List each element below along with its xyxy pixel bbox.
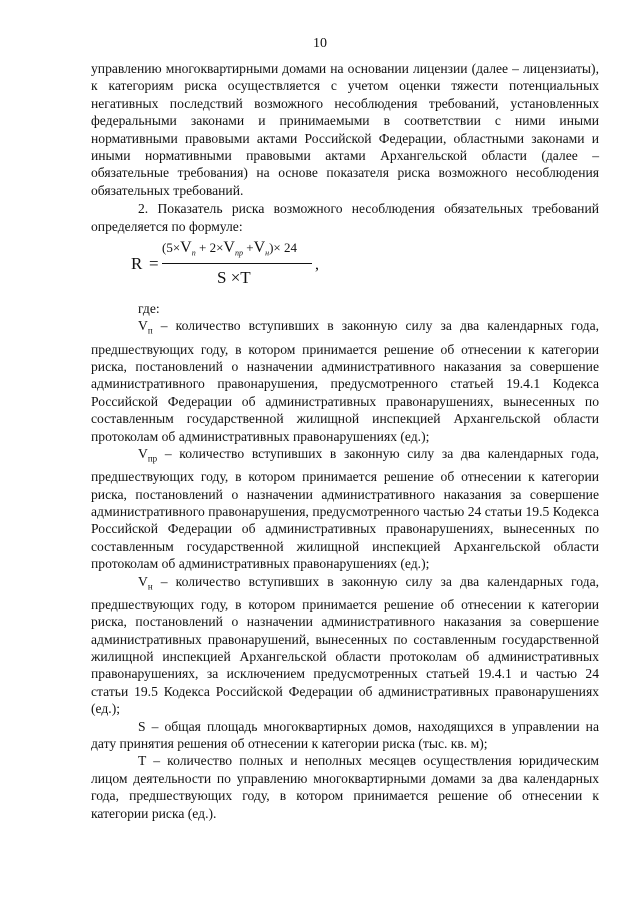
definition-s xyxy=(91,718,599,753)
formula-numerator xyxy=(162,239,297,262)
numerator-v1: V xyxy=(180,239,192,257)
item-2-paragraph: 2. Показатель риска возможного несоблюдения обязательных требований определяется по формуле: xyxy=(91,201,599,234)
where-label: где: xyxy=(138,301,160,317)
definition-text: – общая площадь многоквартирных домов, находящихся в управлении на дату принятия решения об отнесении к категории риска (тыс. кв. м); xyxy=(91,718,599,751)
page-number: 10 xyxy=(313,36,327,51)
formula-comma: , xyxy=(315,256,319,274)
definition-vn xyxy=(91,573,599,718)
definition-text: – количество полных и неполных месяцев осуществления юридическим лицом деятельности по управлению многоквартирными домами за два календарных года, предшествующих году, в котором принимается решение об отнесении к категории риска (ед.). xyxy=(91,753,599,821)
numerator-v1-sub: п xyxy=(191,248,196,258)
formula-lhs: R xyxy=(131,254,143,274)
intro-paragraph: управлению многоквартирными домами на основании лицензии (далее – лицензиаты), к категориям риска осуществляется с учетом оценки тяжести потенциальных негативных последствий возможного несоблюдения требований, установленных федеральными законами и принимаемыми в соответствии с ними иными нормативными правовыми актами Российской Федерации, областными законами и иными нормативными правовыми актами Архангельской области (далее – обязательные требования) на основе показателя риска возможного несоблюдения обязательных требований. xyxy=(91,61,599,198)
definition-text: – количество вступивших в законную силу за два календарных года, предшествующих году, в котором принимается решение об отнесении к категории риска, постановлений о назначении административного наказания за совершение административных правонарушений, вынесенных по составленным государственной жилищной инспекцией Архангельской области протоколам об административных правонарушениях, за исключением предусмотренных статьей 19.4.1 и частью 24 статьи 19.5 Кодекса Российской Федерации об административных правонарушениях (ед.); xyxy=(91,573,599,717)
definition-symbol-sub: пр xyxy=(147,453,158,464)
definition-symbol: S xyxy=(138,718,146,734)
definition-symbol-sub: н xyxy=(147,581,153,592)
numerator-v2: V xyxy=(223,239,235,257)
definition-t xyxy=(91,752,599,822)
document-body xyxy=(91,60,599,822)
numerator-open: (5× xyxy=(162,240,181,256)
definition-vpr xyxy=(91,445,599,573)
definition-symbol: V xyxy=(138,446,148,462)
definition-symbol: T xyxy=(138,753,147,769)
numerator-close: )× 24 xyxy=(269,240,298,256)
numerator-v2-sub: пр xyxy=(234,248,243,258)
definition-symbol: V xyxy=(138,573,148,589)
definition-symbol: V xyxy=(138,318,148,334)
fraction-bar xyxy=(162,263,312,264)
definition-text: – количество вступивших в законную силу за два календарных года, предшествующих году, в котором принимается решение об отнесении к категории риска, постановлений о назначении административного наказания за совершение административного правонарушения, предусмотренного статьей 19.4.1 Кодекса Российской Федерации об административных правонарушениях, вынесенных по составленным государственной жилищной инспекцией Архангельской области протоколам об административных правонарушениях (ед.); xyxy=(91,318,599,444)
formula-denominator: S ×T xyxy=(217,268,251,288)
numerator-plus1: + 2× xyxy=(195,240,224,256)
definition-text: – количество вступивших в законную силу за два календарных года, предшествующих году, в котором принимается решение об отнесении к категории риска, постановлений о назначении административного наказания за совершение административного правонарушения, предусмотренного частью 24 статьи 19.5 Кодекса Российской Федерации об административных правонарушениях, вынесенных по составленным государственной жилищной инспекцией Архангельской области протоколам об административных правонарушениях (ед.); xyxy=(91,446,599,572)
definition-symbol-sub: п xyxy=(147,326,153,337)
numerator-v3: V xyxy=(253,239,266,257)
risk-formula xyxy=(91,239,599,291)
numerator-plus2: + xyxy=(242,240,254,256)
numerator-v3-sub: н xyxy=(265,248,270,258)
formula-equals: = xyxy=(149,254,159,274)
definition-vp xyxy=(91,317,599,445)
